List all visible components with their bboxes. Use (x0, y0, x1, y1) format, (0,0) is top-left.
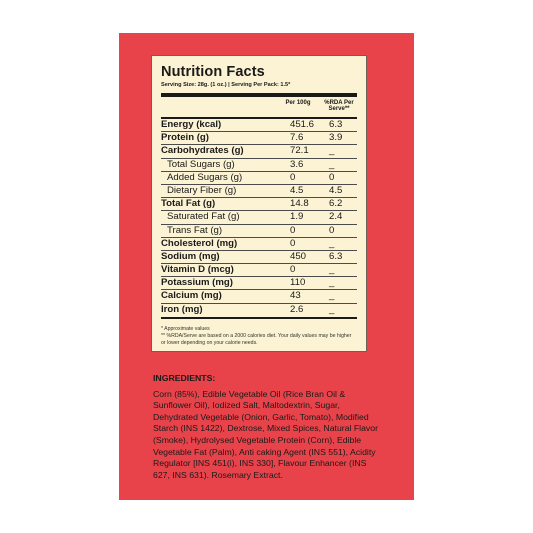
column-header (161, 97, 357, 117)
per-100g-value: 43 (290, 290, 301, 302)
per-100g-value: 0 (290, 237, 296, 249)
nutrient-row (161, 198, 357, 211)
nutrient-row (161, 119, 357, 132)
rda-value: _ (329, 303, 335, 315)
nutrient-row (161, 304, 357, 316)
rda-value: 2.4 (329, 211, 343, 223)
per-100g-value: 0 (290, 224, 296, 236)
nutrient-name: Iron (mg) (161, 303, 203, 315)
nutrient-row (161, 132, 357, 145)
nutrient-name: Energy (kcal) (161, 119, 222, 130)
rda-value: _ (329, 145, 335, 157)
footnotes (161, 326, 357, 347)
nutrient-name: Sodium (mg) (161, 250, 220, 262)
nutrient-row (161, 264, 357, 277)
nutrient-row (161, 211, 357, 224)
nutrient-name: Added Sugars (g) (167, 171, 243, 183)
nutrient-name: Cholesterol (mg) (161, 237, 238, 249)
rda-value: 0 (329, 224, 335, 236)
per-100g-value: 450 (290, 250, 307, 262)
nutrient-row (161, 225, 357, 238)
nutrient-row (161, 238, 357, 251)
nutrient-row (161, 185, 357, 198)
per-100g-value: 451.6 (290, 119, 315, 130)
nutrient-name: Vitamin D (mcg) (161, 264, 234, 276)
nutrient-row (161, 145, 357, 158)
nutrient-name: Total Fat (g) (161, 198, 216, 210)
rda-value: 3.9 (329, 132, 343, 144)
nutrient-row (161, 172, 357, 185)
per-100g-value: 7.6 (290, 132, 304, 144)
per-100g-value: 2.6 (290, 303, 304, 315)
rda-value: _ (329, 237, 335, 249)
nutrient-name: Carbohydrates (g) (161, 145, 244, 157)
nutrition-facts-label (151, 55, 367, 352)
nutrient-row (161, 290, 357, 303)
nutrient-row (161, 277, 357, 290)
per-100g-value: 0 (290, 264, 296, 276)
rda-value: 6.3 (329, 119, 343, 130)
package-panel (119, 33, 414, 500)
rda-value: 4.5 (329, 184, 343, 196)
rda-value: _ (329, 264, 335, 276)
per-100g-header: Per 100g (285, 99, 311, 106)
rda-value: 6.3 (329, 250, 343, 262)
nutrient-name: Potassium (mg) (161, 277, 233, 289)
serving-info: Serving Size: 28g. (1 oz.) | Serving Per Pack: 1.5* (161, 82, 291, 88)
nutrient-name: Total Sugars (g) (167, 158, 235, 170)
rda-value: _ (329, 290, 335, 302)
ingredients-section (153, 373, 385, 481)
per-100g-value: 4.5 (290, 184, 304, 196)
rda-value: _ (329, 277, 335, 289)
ingredients-text: Corn (85%), Edible Vegetable Oil (Rice Bran Oil & Sunflower Oil), Iodized Salt, Maltodextrin, Sugar, Dehydrated Vegetable (Onion, Garlic, Tomato), Modified Starch (INS 1422), Dextrose, Mixed Spices, Natural Flavor (Smoke), Hydrolysed Vegetable Protein (Corn), Edible Vegetable Fat (Palm), Anti caking Agent (INS 551), Acidity Regulator [INS 451(i), INS 330], Flavour Enhancer (INS 627, INS 631). Rosemary Extract. (153, 388, 378, 480)
per-100g-value: 110 (290, 277, 306, 289)
per-100g-value: 14.8 (290, 198, 309, 210)
divider-bottom (161, 317, 357, 320)
per-100g-value: 72.1 (290, 145, 309, 157)
nutrient-name: Trans Fat (g) (167, 224, 223, 236)
per-100g-value: 3.6 (290, 158, 304, 170)
nutrient-name: Dietary Fiber (g) (167, 184, 237, 196)
nutrient-name: Calcium (mg) (161, 290, 222, 302)
rda-value: 0 (329, 171, 335, 183)
nutrient-name: Saturated Fat (g) (167, 211, 240, 223)
nutrition-title: Nutrition Facts (161, 64, 265, 80)
nutrient-row (161, 251, 357, 264)
per-100g-value: 0 (290, 171, 296, 183)
nutrient-table (161, 119, 357, 316)
rda-header: %RDA Per Serve** (324, 99, 354, 112)
per-100g-value: 1.9 (290, 211, 304, 223)
rda-value: _ (329, 158, 335, 170)
ingredients-title: INGREDIENTS: (153, 373, 216, 383)
nutrient-name: Protein (g) (161, 132, 209, 144)
footnote-2: ** %RDA/Serve are based on a 2000 calories diet. Your daily values may be higher or lower depending on your calorie needs. (161, 333, 352, 347)
rda-value: 6.2 (329, 198, 343, 210)
nutrient-row (161, 159, 357, 172)
footnote-1: * Approximate values (161, 326, 210, 333)
